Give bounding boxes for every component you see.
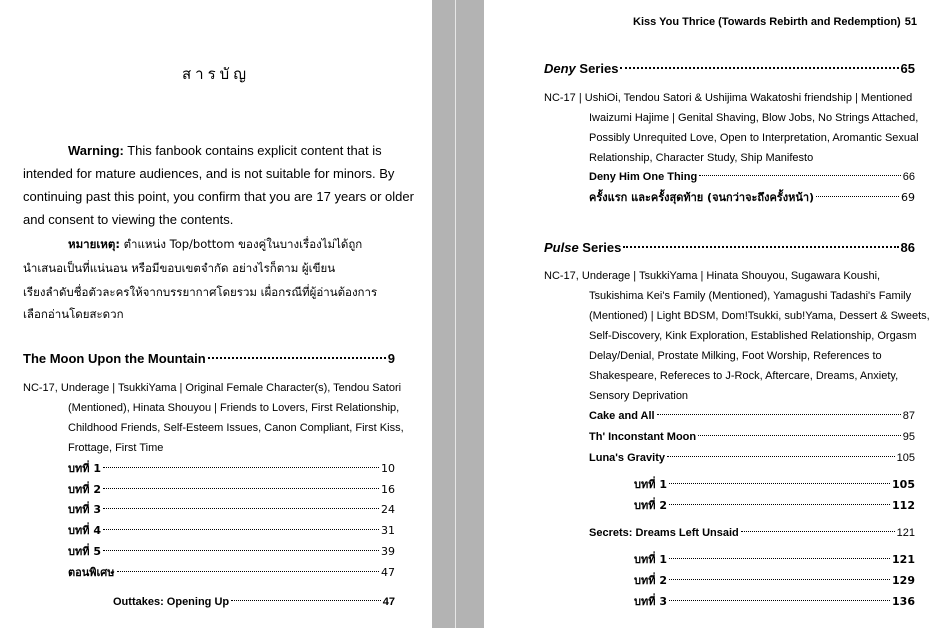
toc-secrets-chapter[interactable] [634,592,915,612]
chapter-page: 10 [381,462,395,475]
chapter-label: บทที่ 1 [68,462,101,475]
toc-section-title: The Moon Upon the Mountain [23,351,206,366]
warning-text-1: This fanbook contains explicit content that is [127,143,382,158]
warning-line-4: and consent to viewing the contents. [23,212,234,227]
deny-title-rest: Series [575,61,619,76]
pulse-page: 86 [900,240,915,255]
dot-leader [103,488,379,489]
chapter-label: บทที่ 3 [68,503,101,516]
toc-secrets-chapter[interactable] [634,571,915,591]
chapter-page: 129 [892,574,915,587]
chapter-label: บทที่ 5 [68,545,101,558]
deny-tags-line-3: Possibly Unrequited Love, Open to Interpretation, Aromantic Sexual [589,132,919,144]
pulse-tags-line-6: Shakespeare, Refereces to J-Rock, Aftercare, Dreams, Anxiety, [589,370,899,382]
toc-kiss-you-thrice[interactable] [633,12,915,32]
pulse-tags-line-1: NC-17, Underage | TsukkiYama | Hinata Shouyou, Sugawara Koushi, [544,270,881,282]
chapter-label: บทที่ 1 [634,553,667,566]
dot-leader [208,357,386,359]
deny-tags-line-4: Relationship, Character Study, Ship Manifesto [589,152,814,164]
chapter-label: บทที่ 2 [634,574,667,587]
left-page [0,0,432,628]
toc-chapter[interactable] [68,500,395,520]
entry-page: 95 [902,431,915,443]
kiss-label: Kiss You Thrice (Towards Rebirth and Redemption) [633,16,901,28]
note-line-3: เรียงลำดับชื่อตัวละครให้จากบรรยากาศโดยรวม เผื่อกรณีที่ผู้อ่านต้องการ [23,285,378,299]
entry-page: 66 [902,171,915,183]
page-gutter [432,0,484,628]
dot-leader [103,529,379,530]
deny-page: 65 [900,61,915,76]
tags-line-4: Frottage, First Time [68,442,164,454]
chapter-page: 47 [381,566,395,579]
tags-line-2: (Mentioned), Hinata Shouyou | Friends to Lovers, First Relationship, [68,402,400,414]
chapter-label: บทที่ 1 [634,478,667,491]
chapter-page: 112 [892,499,915,512]
toc-outtakes[interactable] [113,592,395,612]
dot-leader [667,456,895,457]
entry-label: Luna's Gravity [589,452,665,464]
dot-leader [117,571,379,572]
dot-leader [231,600,381,601]
dot-leader [103,508,379,509]
pulse-tags-line-3: (Mentioned) | Light BDSM, Dom!Tsukki, sub!Yama, Dessert & Sweets, [589,310,930,322]
dot-leader [669,483,890,484]
deny-title-italic: Deny [544,61,576,76]
warning-line-3: continuing past this point, you confirm that you are 17 years or older [23,189,414,204]
chapter-page: 121 [892,553,915,566]
entry-page: 105 [896,452,915,464]
note-line-2: นำเสนอเป็นที่แน่นอน หรือมีขอบเขตจำกัด อย่างไรก็ตาม ผู้เขียน [23,261,336,275]
chapter-page: 16 [381,483,395,496]
kiss-page: 51 [904,16,917,28]
note-line-4: เลือกอ่านโดยสะดวก [23,307,124,321]
tags-line-3: Childhood Friends, Self-Esteem Issues, Canon Compliant, First Kiss, [68,422,404,434]
chapter-page: 39 [381,545,395,558]
entry-page: 69 [901,191,915,204]
toc-secrets-chapter[interactable] [634,550,915,570]
toc-section-page: 9 [387,351,395,366]
toc-chapter[interactable] [68,459,395,479]
note-line-1 [68,233,362,256]
page-edge-line [455,0,456,628]
toc-thai-entry[interactable] [589,188,915,208]
toc-luna-chapter[interactable] [634,475,915,495]
deny-tags-line-1: NC-17 | UshiOi, Tendou Satori & Ushijima Wakatoshi friendship | Mentioned [544,92,913,104]
entry-page: 121 [896,527,915,539]
chapter-label: บทที่ 4 [68,524,101,537]
outtakes-page: 47 [382,596,395,608]
chapter-label: บทที่ 2 [634,499,667,512]
toc-inconstant-moon[interactable] [589,427,915,447]
chapter-page: 31 [381,524,395,537]
toc-section-moon[interactable] [23,348,395,370]
dot-leader [698,435,901,436]
dot-leader [103,550,379,551]
toc-pulse-series[interactable] [544,237,915,259]
entry-label: Th' Inconstant Moon [589,431,697,443]
page-title: สารบัญ [182,65,250,83]
chapter-page: 105 [892,478,915,491]
entry-page: 87 [902,410,915,422]
chapter-page: 136 [892,595,915,608]
dot-leader [669,579,890,580]
toc-secrets[interactable] [589,523,915,543]
pulse-title-italic: Pulse [544,240,579,255]
entry-label: Secrets: Dreams Left Unsaid [589,527,739,539]
dot-leader [620,67,898,69]
chapter-label: ตอนพิเศษ [68,566,115,579]
toc-chapter[interactable] [68,542,395,562]
warning-label: Warning: [68,143,124,158]
dot-leader [669,558,890,559]
pulse-tags-line-4: Self-Discovery, Kink Exploration, Established Relationship, Orgasm [589,330,917,342]
deny-tags-line-2: Iwaizumi Hajime | Genital Shaving, Blow Jobs, No Strings Attached, [589,112,919,124]
toc-lunas-gravity[interactable] [589,448,915,468]
entry-label: Deny Him One Thing [589,171,698,183]
dot-leader [623,246,898,248]
right-page [484,0,935,628]
toc-chapter[interactable] [68,480,395,500]
dot-leader [816,196,899,197]
toc-cake-and-all[interactable] [589,406,915,426]
pulse-title-rest: Series [578,240,622,255]
chapter-label: บทที่ 2 [68,483,101,496]
chapter-label: บทที่ 3 [634,595,667,608]
pulse-tags-line-2: Tsukishima Kei's Family (Mentioned), Yamagushi Tadashi's Family [589,290,912,302]
toc-chapter[interactable] [68,521,395,541]
chapter-page: 24 [381,503,395,516]
dot-leader [741,531,895,532]
dot-leader [699,175,901,176]
toc-deny-him-one-thing[interactable] [589,167,915,187]
note-text-1: ตำแหน่ง Top/bottom ของคู่ในบางเรื่องไม่ได้ถูก [123,237,363,251]
pulse-tags-line-7: Sensory Deprivation [589,390,689,402]
warning-line-1 [68,139,382,162]
note-label: หมายเหตุ: [68,237,120,251]
toc-chapter[interactable] [68,563,395,583]
dot-leader [669,504,890,505]
outtakes-label: Outtakes: Opening Up [113,596,230,608]
warning-line-2: intended for mature audiences, and is not suitable for minors. By [23,166,395,181]
toc-deny-series[interactable] [544,58,915,80]
dot-leader [657,414,901,415]
entry-label: ครั้งแรก และครั้งสุดท้าย (จนกว่าจะถึงครั้งหน้า) [589,191,815,204]
dot-leader [669,600,890,601]
pulse-tags-line-5: Delay/Denial, Prostate Milking, Foot Worship, References to [589,350,882,362]
entry-label: Cake and All [589,410,655,422]
toc-luna-chapter[interactable] [634,496,915,516]
dot-leader [103,467,379,468]
tags-line-1: NC-17, Underage | TsukkiYama | Original Female Character(s), Tendou Satori [23,382,402,394]
